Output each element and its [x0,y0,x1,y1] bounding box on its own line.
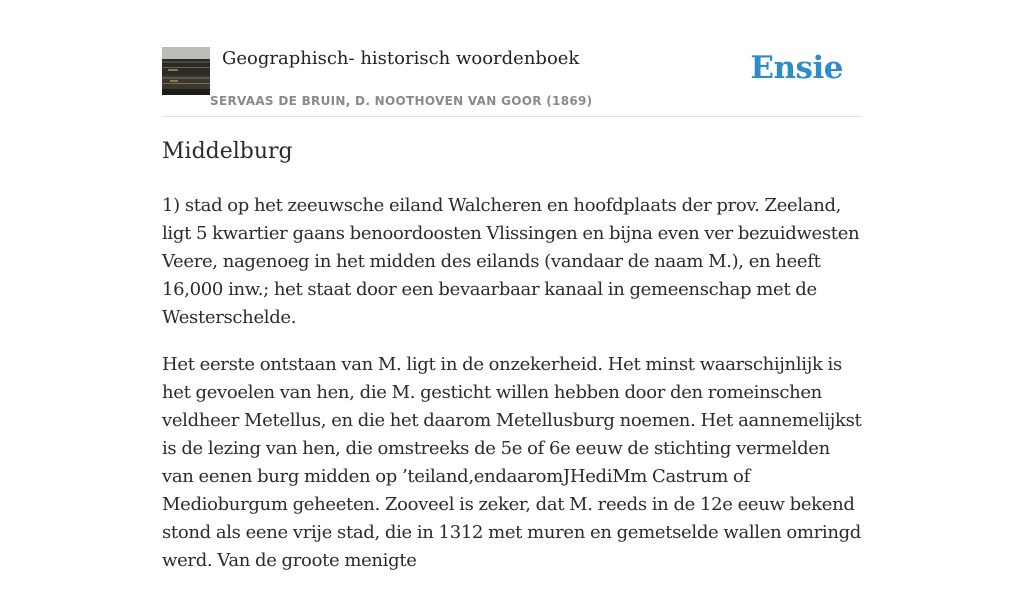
entry-content [162,192,864,594]
book-title[interactable]: Geographisch- historisch woordenboek [222,48,580,69]
book-header [162,46,862,117]
entry-paragraph: 1) stad op het zeeuwsche eiland Walcheren en hoofdplaats der prov. Zeeland, ligt 5 kwartier gaans benoordoosten Vlissingen en bijna even ver bezuidwesten Veere, nagenoeg in het midden des eilands (vandaar de naam M.), en heeft 16,000 inw.; het staat door een bevaarbaar kanaal in gemeenschap met de Westerschelde. [162,195,860,328]
book-authors: SERVAAS DE BRUIN, D. NOOTHOVEN VAN GOOR (1869) [210,94,593,108]
entry-paragraph: Het eerste ontstaan van M. ligt in de onzekerheid. Het minst waarschijnlijk is het gevoelen van hen, die M. gesticht willen hebben door den romeinschen veldheer Metellus, en die het daarom Metellusburg noemen. Het aannemelijkst is de lezing van hen, die omstreeks de 5e of 6e eeuw de stichting vermelden van eenen burg midden op ’teiland,endaaromJHediMm Castrum of Medioburgum geheeten. Zooveel is zeker, dat M. reeds in de 12e eeuw bekend stond als eene vrije stad, die in 1312 met muren en gemetselde wallen omringd werd. Van de groote menigte [162,354,862,571]
ensie-logo-link[interactable]: Ensie [750,50,843,86]
book-spines-image [162,47,210,95]
book-cover-avatar[interactable] [162,47,210,95]
entry-title: Middelburg [162,139,293,164]
